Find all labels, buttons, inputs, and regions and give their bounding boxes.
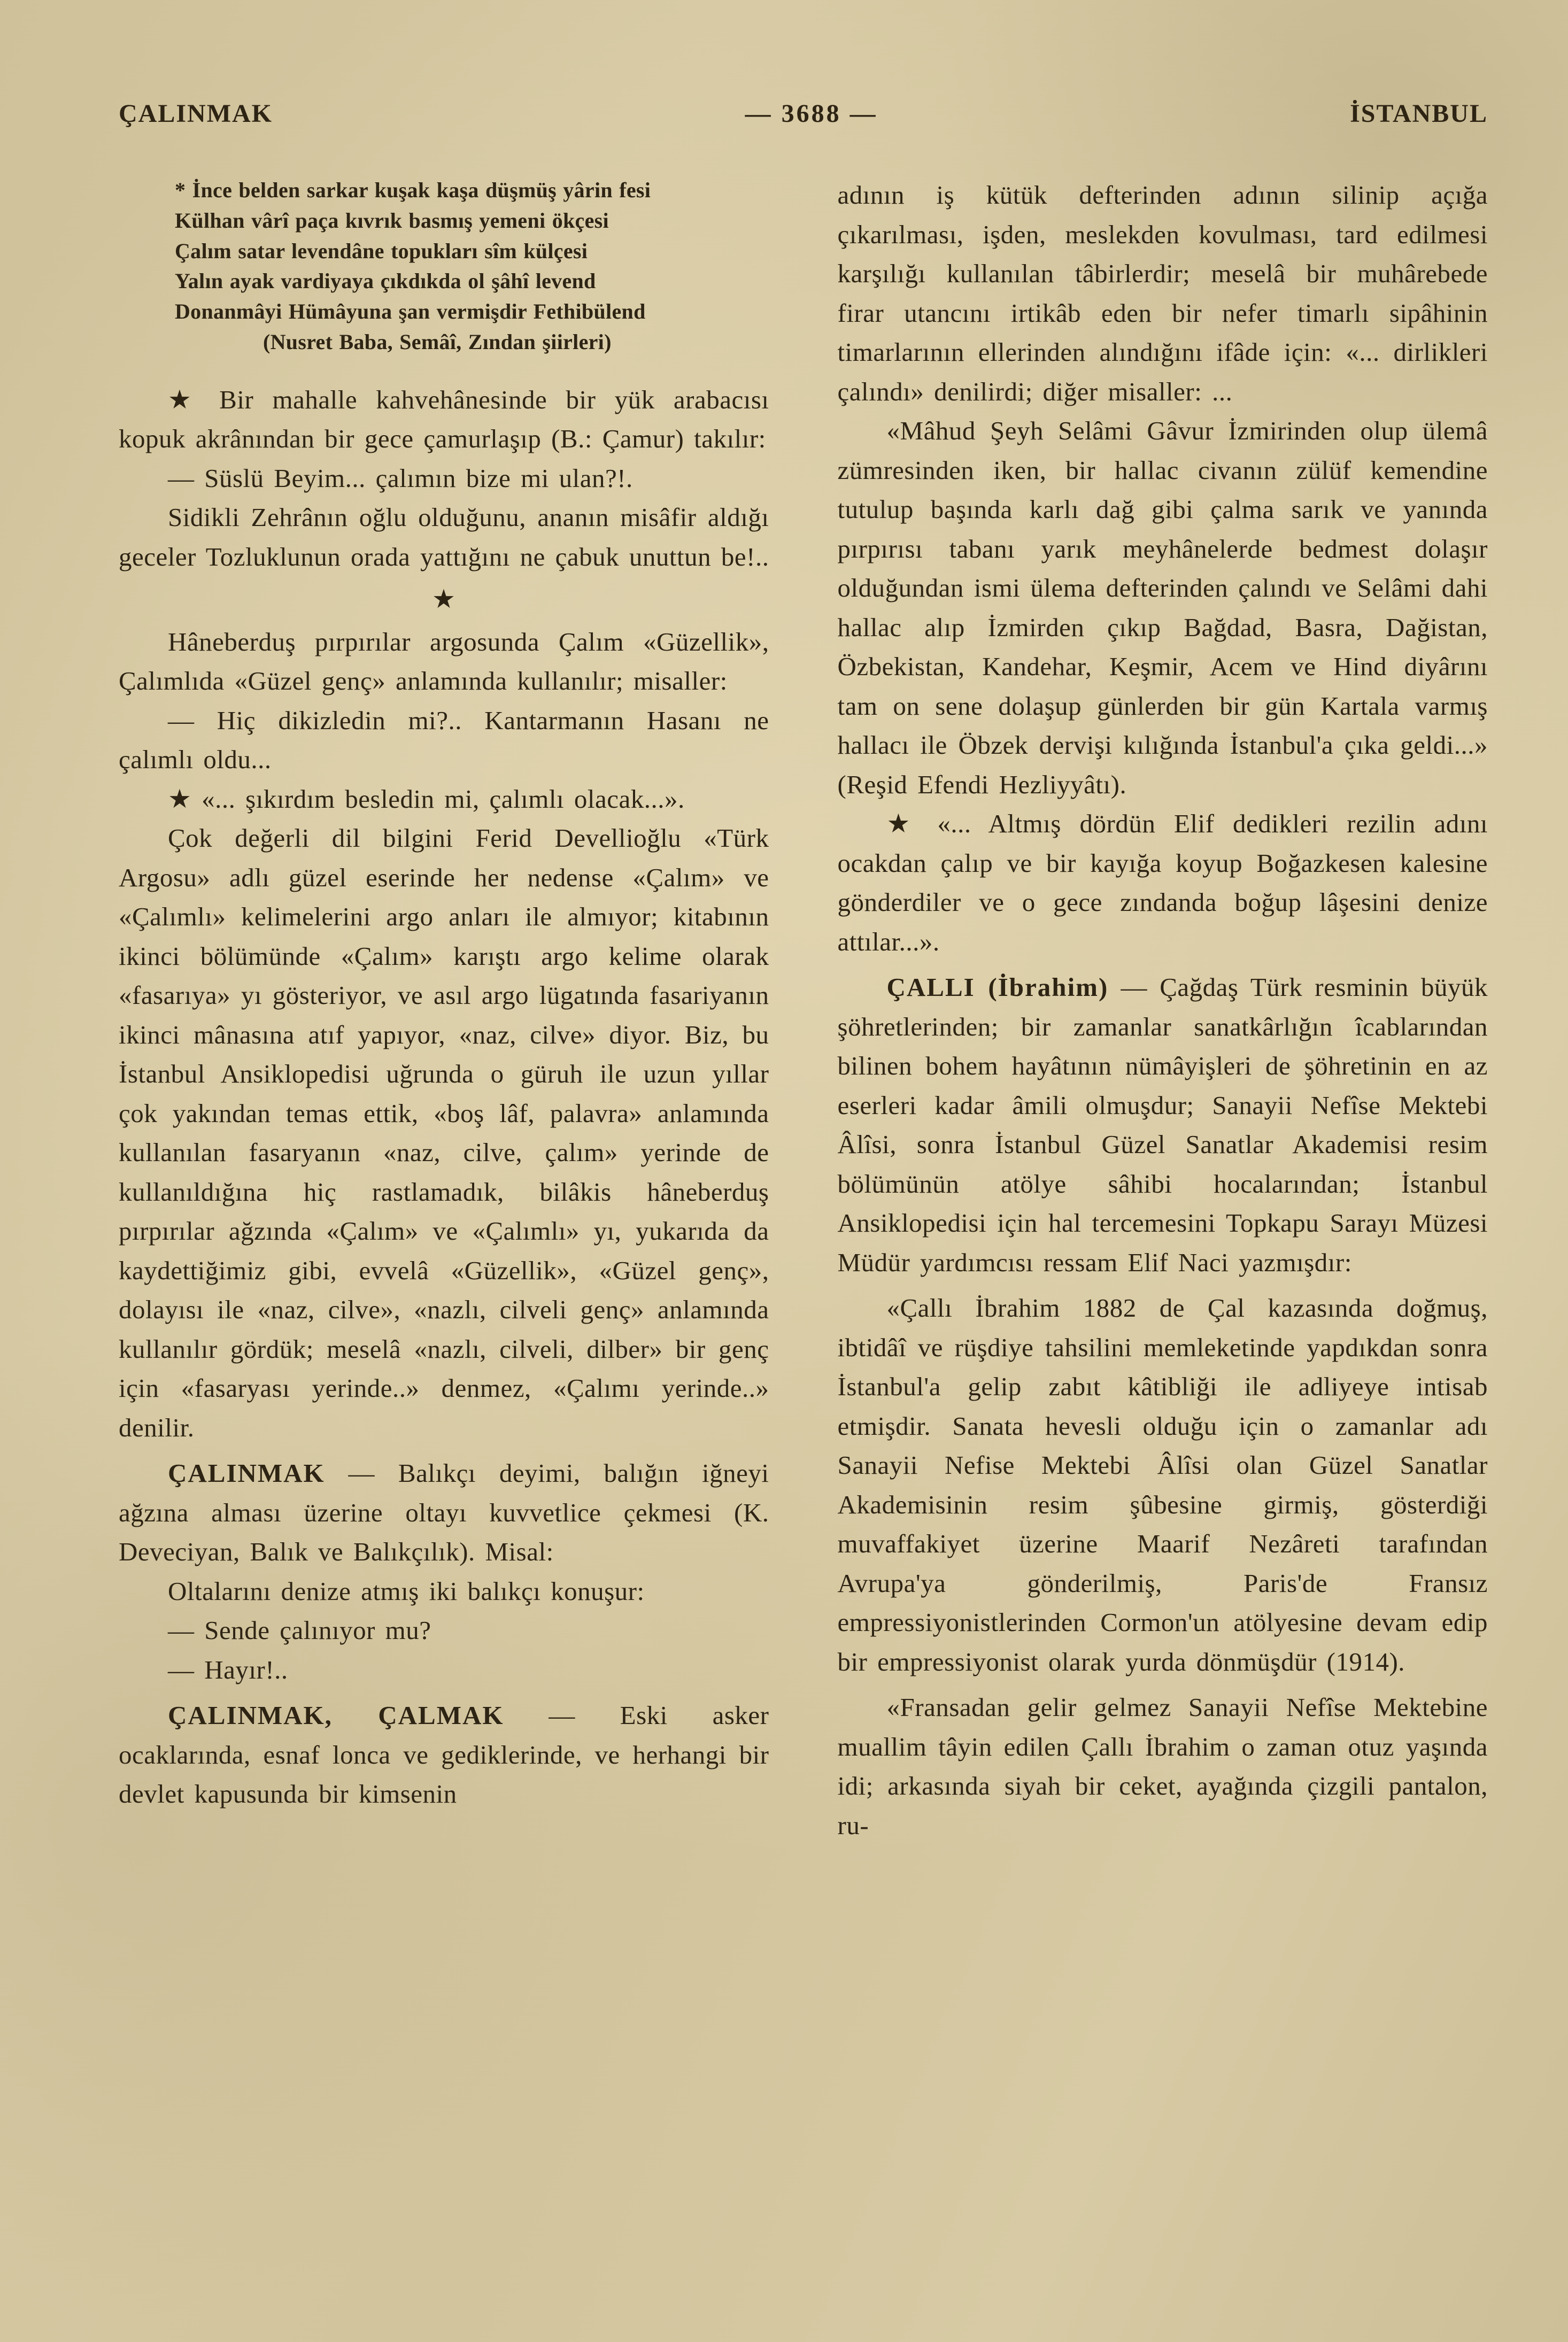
- dialogue-line: — Hayır!..: [168, 1655, 288, 1684]
- paragraph: «Mâhud Şeyh Selâmi Gâvur İzmirinden olup ülemâ zümresinden iken, bir hallac civanın zülüf kemendine tutulup başında karlı dağ gibi çalma sarık ve yanında pırpırısı tabanı yarık meyhânelerde bedmest dolaşır olduğundan ismi ülema defterinden çalındı ve Selâmi dahi hallac alıp İzmirden çıkıp Bağdad, Basra, Dağistan, Özbekistan, Kandehar, Keşmir, Acem ve Hind diyârını tam on sene dolaşup günlerden bir gün Kartala varmış hallacı ile Öbzek dervişi kılığında İstanbul'a çıka geldi...» (Reşid Efendi Hezliyyâtı).: [837, 416, 1488, 799]
- verse-epigraph: [119, 175, 769, 358]
- entry-text: — Çağdaş Türk resminin büyük şöhretlerinden; bir zamanlar sanatkârlığın îcablarından bilinen bohem hayâtının nümâyişleri de şöhretinin en az eserleri kadar âmili olmuşdur; Sanayii Nefîse Mektebi Âlîsi, sonra İstanbul Güzel Sanatlar Akademisi resim bölümünün atölye sâhibi hocalarından; İstanbul Ansiklopedisi için hal tercemesini Topkapu Sarayı Müzesi Müdür yardımcısı ressam Elif Naci yazmışdır:: [837, 972, 1488, 1277]
- paragraph-continuation: adının iş kütük defterinden adının silinip açığa çıkarılması, işden, meslekden kovulması, tard edilmesi karşılığı kullanılan tâbirlerdir; meselâ bir muhârebede firar utancını irtikâb eden bir nefer timarlı sipâhinin timarlarının ellerinden alındığını ifâde için: «... dirlikleri çalındı» denilirdi; diğer misaller: ...: [837, 180, 1488, 406]
- running-head: [119, 99, 1488, 128]
- verse-line: Çalım satar levendâne topukları sîm külçesi: [175, 238, 588, 263]
- paragraph: Oltalarını denize atmış iki balıkçı konuşur:: [168, 1576, 645, 1606]
- verse-citation: (Nusret Baba, Semâî, Zından şiirleri): [263, 329, 612, 354]
- dialogue-line: — Sende çalınıyor mu?: [168, 1616, 431, 1645]
- paragraph: ★ «... Altmış dördün Elif dedikleri rezilin adını ocakdan çalıp ve bir kayığa koyup Boğazkesen kalesine gönderdiler ve o gece zındanda boğup lâşesini denize attılar...».: [837, 809, 1488, 956]
- paragraph: Çok değerli dil bilgini Ferid Devellioğlu «Türk Argosu» adlı güzel eserinde her nedense «Çalım» ve «Çalımlı» kelimelerini argo anları ile almıyor; kitabının ikinci bölümünde «Çalım» karıştı argo kelime olarak «fasarıya» yı gösteriyor, ve asıl argo lügatında fasariyanın ikinci mânasına atıf yapıyor, «naz, cilve» diyor. Biz, bu İstanbul Ansiklopedisi uğrunda o güruh ile uzun yıllar çok yakından temas ettik, «boş lâf, palavra» anlamında kullanılan fasaryanın «naz, cilve, çalım» yerinde de kullanıldığına hiç rastlamadık, bilâkis hâneberduş pırpırılar ağzında «Çalım» ve «Çalımlı» yı, yukarıda da kaydettiğimiz gibi, evvelâ «Güzellik», «Güzel genç», dolayısı ile «naz, cilve», «nazlı, cilveli genç» anlamında kullanılır gördük; meselâ «nazlı, cilveli, dilber» bir genç için «fasaryası yerinde..» denmez, «Çalımı yerinde..» denilir.: [119, 823, 769, 1442]
- running-title-left: ÇALINMAK: [119, 99, 273, 128]
- verse-line: * İnce belden sarkar kuşak kaşa düşmüş yârin fesi: [175, 178, 651, 202]
- section-star: ★: [432, 584, 456, 614]
- left-column: [119, 175, 769, 1845]
- paragraph: Sidikli Zehrânın oğlu olduğunu, ananın misâfir aldığı geceler Tozluklunun orada yattığını ne çabuk unuttun be!..: [119, 503, 769, 571]
- entry-text: — Eski asker ocaklarında, esnaf lonca ve gediklerinde, ve herhangi bir devlet kapusunda bir kimsenin: [119, 1701, 769, 1809]
- entry-text: — Balıkçı deyimi, balığın iğneyi ağzına alması üzerine oltayı kuvvetlice çekmesi (K. Deveciyan, Balık ve Balıkçılık). Misal:: [119, 1458, 769, 1567]
- paragraph: Hâneberduş pırpırılar argosunda Çalım «Güzellik», Çalımlıda «Güzel genç» anlamında kullanılır; misaller:: [119, 627, 769, 696]
- verse-line: Yalın ayak vardiyaya çıkdıkda ol şâhî levend: [175, 269, 596, 293]
- running-title-right: İSTANBUL: [1350, 99, 1488, 128]
- verse-line: Külhan vârî paça kıvrık basmış yemeni ökçesi: [175, 208, 609, 233]
- paragraph: «Çallı İbrahim 1882 de Çal kazasında doğmuş, ibtidâî ve rüşdiye tahsilini memleketinde yapdıkdan sonra İstanbul'a gelip zabıt kâtibliği ile adliyeye intisab etmişdir. Sanata hevesli olduğu için o zamanlar adı Sanayii Nefise Mektebi Âlîsi olan Güzel Sanatlar Akademisinin resim şûbesine girmiş, gösterdiği muvaffakiyet üzerine Maarif Nezâreti tarafından Avrupa'ya gönderilmiş, Paris'de Fransız empressiyonistlerinden Cormon'un atölyesine devam edip bir empressiyonist olarak yurda dönmüşdür (1914).: [837, 1293, 1488, 1676]
- entry-headword: ÇALLI (İbrahim): [886, 972, 1109, 1002]
- paragraph: «Fransadan gelir gelmez Sanayii Nefîse Mektebine muallim tâyin edilen Çallı İbrahim o zaman otuz yaşında idi; arkasında siyah bir ceket, ayağında çizgili pantalon, ru-: [837, 1692, 1488, 1840]
- verse-line: Donanmâyi Hümâyuna şan vermişdir Fethibülend: [175, 299, 646, 324]
- dialogue-line: — Hiç dikizledin mi?.. Kantarmanın Hasanı ne çalımlı oldu...: [119, 705, 769, 775]
- page-number: — 3688 —: [745, 99, 878, 128]
- right-column: [838, 175, 1488, 1845]
- entry-paragraph: [119, 1454, 769, 1572]
- dialogue-line: — Süslü Beyim... çalımın bize mi ulan?!.: [168, 463, 633, 493]
- entry-paragraph: [838, 968, 1488, 1282]
- entry-headword: ÇALINMAK, ÇALMAK: [168, 1701, 504, 1730]
- entry-paragraph: [119, 1696, 769, 1814]
- paragraph: ★ «... şıkırdım besledin mi, çalımlı olacak...».: [168, 784, 685, 814]
- two-column-text: [119, 175, 1488, 1845]
- paragraph: ★ Bir mahalle kahvehânesinde bir yük arabacısı kopuk akrânından bir gece çamurlaşıp (B.: Çamur) takılır:: [119, 384, 769, 454]
- entry-headword: ÇALINMAK: [168, 1458, 325, 1488]
